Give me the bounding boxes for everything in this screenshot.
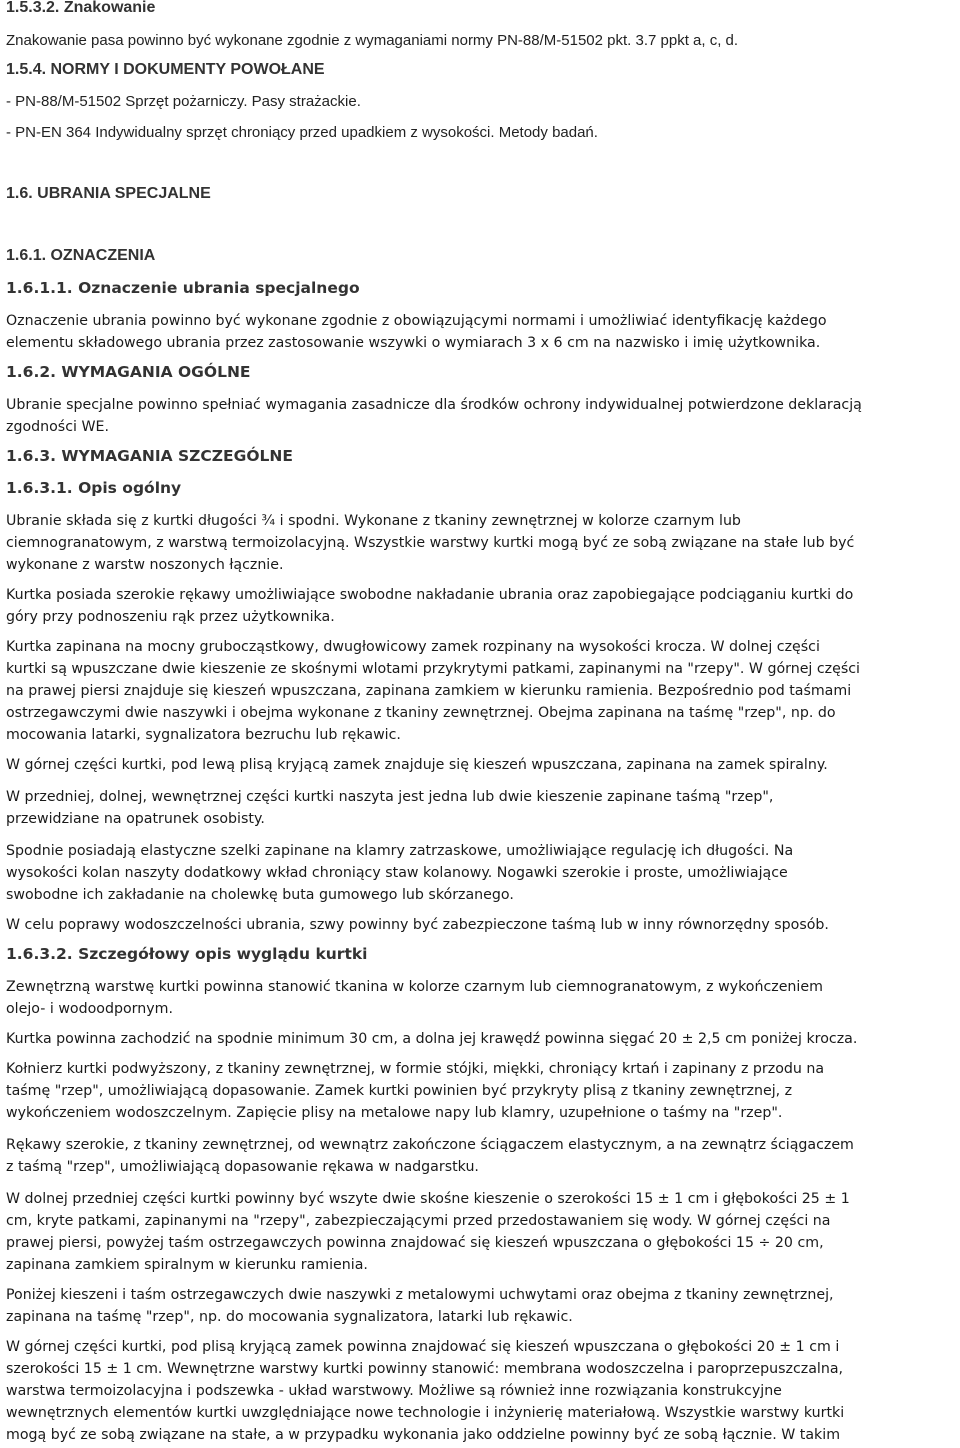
text-line: W górnej części kurtki, pod plisą kryjącą zamek powinna znajdować się kieszeń wpuszczana o głębokości 20 ± 1 cm i: [6, 1339, 840, 1355]
text-line: Ubranie składa się z kurtki długości ¾ i spodni. Wykonane z tkaniny zewnętrznej w kolorze czarnym lub: [6, 513, 741, 529]
heading-1-6-1: 1.6.1. OZNACZENIA: [6, 247, 156, 264]
heading-1-6-1-1: 1.6.1.1. Oznaczenie ubrania specjalnego: [6, 279, 360, 297]
heading-1-6-3: 1.6.3. WYMAGANIA SZCZEGÓLNE: [6, 447, 293, 465]
text-line: kurtki są wpuszczane dwie kieszenie ze skośnymi wlotami przykrytymi patkami, zapinanymi na "rzepy". W górnej części: [6, 661, 860, 677]
text-line: Zewnętrzną warstwę kurtki powinna stanowić tkanina w kolorze czarnym lub ciemnogranatowym, z wykończeniem: [6, 979, 823, 995]
text-line: zapinana zamkiem spiralnym w kierunku ramienia.: [6, 1257, 368, 1273]
text-line: wewnętrznych elementów kurtki uwzględniające nowe technologie i inżynierię materiałową. Wszystkie warstwy kurtki: [6, 1405, 845, 1421]
text-line: góry przy podnoszeniu rąk przez użytkownika.: [6, 609, 335, 625]
text-line: Kurtka posiada szerokie rękawy umożliwiające swobodne nakładanie ubrania oraz zapobiegające podciąganiu kurtki do: [6, 587, 854, 603]
text-line: szerokości 15 ± 1 cm. Wewnętrzne warstwy kurtki powinny stanowić: membrana wodoszczelna i paroprzepuszczalna,: [6, 1361, 844, 1377]
text-line: swobodne ich zakładanie na cholewkę buta gumowego lub skórzanego.: [6, 887, 514, 903]
text-line: W górnej części kurtki, pod lewą plisą kryjącą zamek znajduje się kieszeń wpuszczana, zapinana na zamek spiralny.: [6, 757, 828, 773]
text-line: na prawej piersi znajduje się kieszeń wpuszczana, zapinana zamkiem w kierunku ramienia. Bezpośrednio pod taśmami: [6, 683, 852, 699]
text-line: mogą być ze sobą związane na stałe, a w przypadku wykonania jako oddzielne powinny być ze sobą łącznie. W takim: [6, 1427, 841, 1443]
text-line: z taśmą "rzep", umożliwiającą dopasowanie rękawa w nadgarstku.: [6, 1159, 479, 1175]
text-line: Poniżej kieszeni i taśm ostrzegawczych dwie naszywki z metalowymi uchwytami oraz obejma z tkaniny zewnętrznej,: [6, 1287, 834, 1303]
heading-1-6-3-1: 1.6.3.1. Opis ogólny: [6, 479, 182, 497]
text-line: taśmę "rzep", umożliwiającą dopasowanie. Zamek kurtki powinien być przykryty plisą z tkaniny zewnętrznej, z: [6, 1083, 793, 1099]
text-line: cm, kryte patkami, zapinanymi na "rzepy", zabezpieczającymi przed przedostawaniem się wody. W górnej części na: [6, 1213, 831, 1229]
text-line: zgodności WE.: [6, 419, 109, 435]
text-line: zapinana na taśmę "rzep", np. do mocowania sygnalizatora, latarki lub rękawic.: [6, 1309, 573, 1325]
text-line: Oznaczenie ubrania powinno być wykonane zgodnie z obowiązującymi normami i umożliwiać identyfikację każdego: [6, 313, 827, 329]
text-line: wykonane z warstw noszonych łącznie.: [6, 557, 284, 573]
heading-1-6-2: 1.6.2. WYMAGANIA OGÓLNE: [6, 363, 251, 381]
text-line: olejo- i wodoodpornym.: [6, 1001, 173, 1017]
list-item: - PN-EN 364 Indywidualny sprzęt chroniący przed upadkiem z wysokości. Metody badań.: [6, 124, 598, 141]
text-line: Kurtka zapinana na mocny grubocząstkowy, dwugłowicowy zamek rozpinany na wysokości krocza. W dolnej części: [6, 639, 820, 655]
text-line: mocowania latarki, sygnalizatora bezruchu lub rękawic.: [6, 727, 401, 743]
list-item: - PN-88/M-51502 Sprzęt pożarniczy. Pasy strażackie.: [6, 93, 361, 110]
text-line: Ubranie specjalne powinno spełniać wymagania zasadnicze dla środków ochrony indywidualnej potwierdzone deklaracją: [6, 397, 862, 413]
text-line: elementu składowego ubrania przez zastosowanie wszywki o wymiarach 3 x 6 cm na nazwisko i imię użytkownika.: [6, 335, 821, 351]
heading-1-6-3-2: 1.6.3.2. Szczegółowy opis wyglądu kurtki: [6, 945, 368, 963]
text-line: Kurtka powinna zachodzić na spodnie minimum 30 cm, a dolna jej krawędź powinna sięgać 20 ± 2,5 cm poniżej krocza.: [6, 1031, 858, 1047]
text-line: warstwa termoizolacyjna i podszewka - układ warstwowy. Możliwe są również inne rozwiązania konstrukcyjne: [6, 1383, 782, 1399]
text-line: Kołnierz kurtki podwyższony, z tkaniny zewnętrznej, w formie stójki, miękki, chroniący krtań i zapinany z przodu na: [6, 1061, 825, 1077]
text-line: ciemnogranatowym, z warstwą termoizolacyjną. Wszystkie warstwy kurtki mogą być ze sobą związane na stałe lub być: [6, 535, 855, 551]
text-line: W celu poprawy wodoszczelności ubrania, szwy powinny być zabezpieczone taśmą lub w inny równorzędny sposób.: [6, 917, 829, 933]
text-line: W przedniej, dolnej, wewnętrznej części kurtki naszyta jest jedna lub dwie kieszenie zapinane taśmą "rzep",: [6, 789, 774, 805]
heading-1-5-3-2: 1.5.3.2. Znakowanie: [6, 0, 156, 16]
paragraph-znakowanie: Znakowanie pasa powinno być wykonane zgodnie z wymaganiami normy PN-88/M-51502 pkt. 3.7 ppkt a, c, d.: [6, 32, 739, 49]
heading-1-5-4: 1.5.4. NORMY I DOKUMENTY POWOŁANE: [6, 61, 325, 78]
text-line: W dolnej przedniej części kurtki powinny być wszyte dwie skośne kieszenie o szerokości 15 ± 1 cm i głębokości 25 ± 1: [6, 1191, 850, 1207]
text-line: wysokości kolan naszyty dodatkowy wkład chroniący staw kolanowy. Nogawki szerokie i proste, umożliwiające: [6, 865, 788, 881]
heading-1-6: 1.6. UBRANIA SPECJALNE: [6, 185, 211, 202]
text-line: Rękawy szerokie, z tkaniny zewnętrznej, od wewnątrz zakończone ściągaczem elastycznym, a na zewnątrz ściągaczem: [6, 1137, 854, 1153]
text-line: przewidziane na opatrunek osobisty.: [6, 811, 265, 827]
text-line: Spodnie posiadają elastyczne szelki zapinane na klamry zatrzaskowe, umożliwiające regulację ich długości. Na: [6, 843, 794, 859]
text-line: wykończeniem wodoszczelnym. Zapięcie plisy na metalowe napy lub klamry, uzupełnione o taśmy na "rzep".: [6, 1105, 783, 1121]
text-line: prawej piersi, powyżej taśm ostrzegawczych powinna znajdować się kieszeń wpuszczana o głębokości 15 ÷ 20 cm,: [6, 1235, 824, 1251]
text-line: ostrzegawczymi dwie naszywki i obejma wykonane z tkaniny zewnętrznej. Obejma zapinana na taśmę "rzep", np. do: [6, 705, 836, 721]
